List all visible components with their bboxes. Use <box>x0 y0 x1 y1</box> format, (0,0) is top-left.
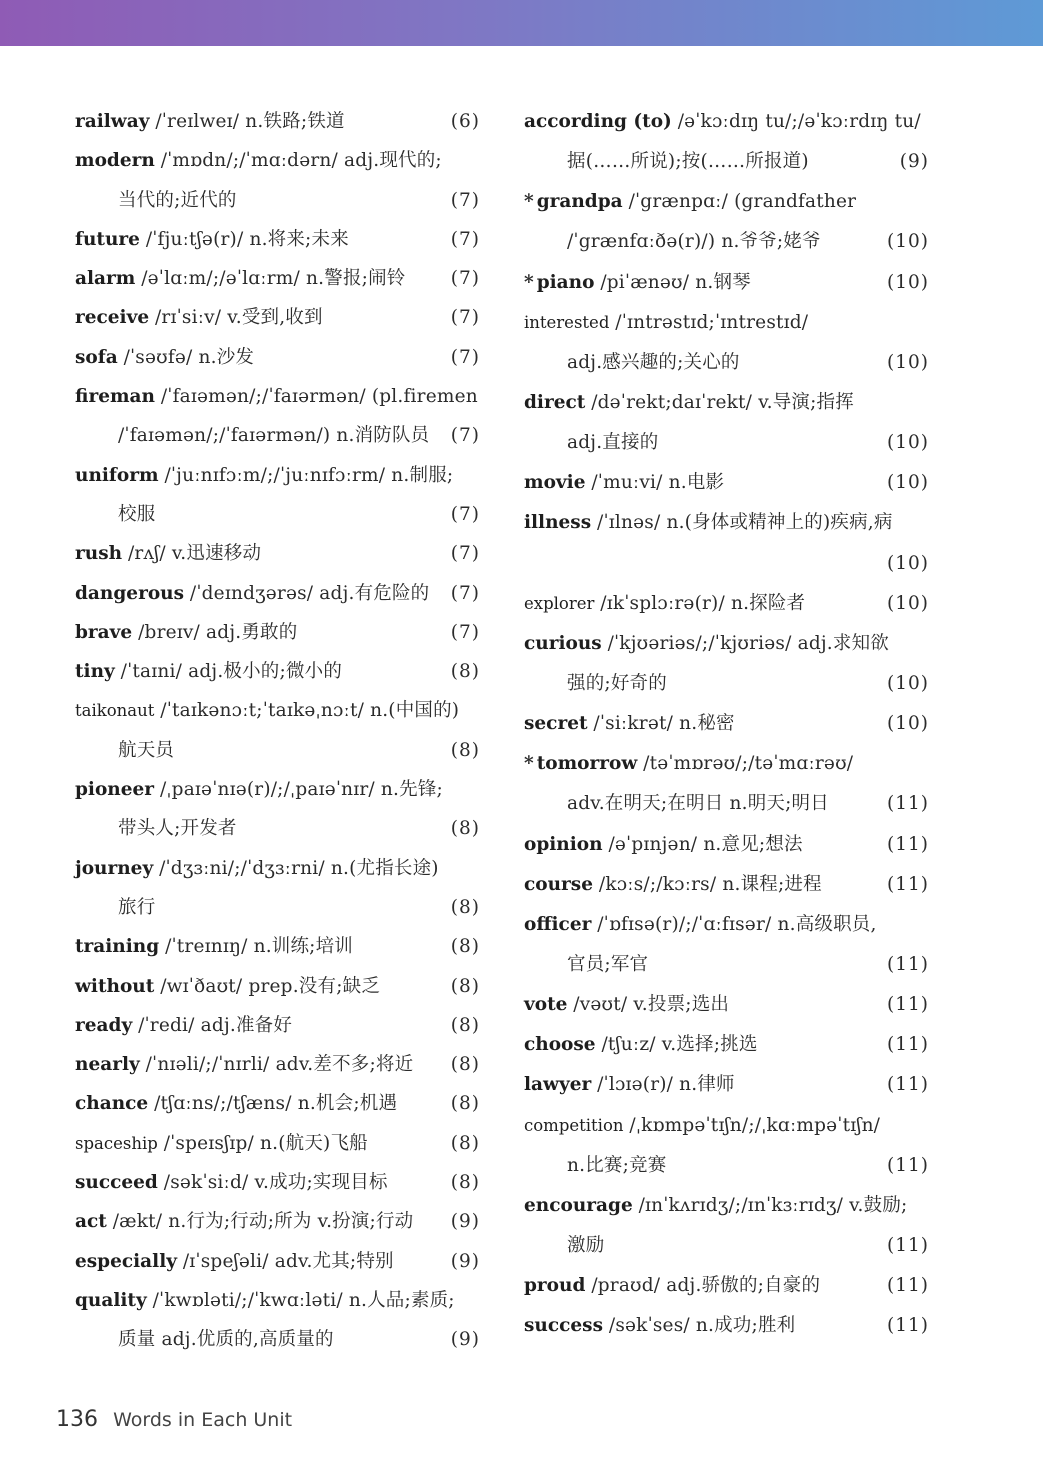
unit-number: (11) <box>887 833 929 855</box>
unit-number: (7) <box>450 425 480 447</box>
unit-number: (10) <box>887 592 929 614</box>
word-entry <box>75 770 480 809</box>
unit-number: (7) <box>450 346 480 368</box>
word-entry-continuation <box>524 423 929 463</box>
unit-number: (10) <box>887 351 929 373</box>
headword: dangerous <box>75 582 185 604</box>
left-word-column <box>75 102 480 1360</box>
headword: act <box>75 1211 107 1233</box>
headword: tiny <box>75 661 115 683</box>
page-number: 136 <box>56 1407 98 1432</box>
word-entry <box>524 102 929 142</box>
definition: /ækt/ n.行为;行动;所为 v.扮演;行动 <box>112 1211 414 1233</box>
word-entry-continuation <box>524 784 929 824</box>
headword: rush <box>75 543 123 565</box>
unit-number: (10) <box>887 472 929 494</box>
definition: /ˈsəʊfə/ n.沙发 <box>123 346 255 368</box>
footer-title: Words in Each Unit <box>113 1409 293 1431</box>
definition: 强的;好奇的 <box>567 672 667 694</box>
word-entry <box>524 263 929 303</box>
unit-number: (8) <box>450 896 480 918</box>
definition: /səkˈsiːd/ v.成功;实现目标 <box>163 1172 388 1194</box>
unit-number: (8) <box>450 739 480 761</box>
word-entry <box>524 704 929 744</box>
headword: sofa <box>75 346 118 368</box>
unit-number: (7) <box>450 503 480 525</box>
definition: /ˈgrænfɑːðə(r)/) n.爷爷;姥爷 <box>567 231 821 253</box>
definition: /ˌkɒmpəˈtɪʃn/;/ˌkɑːmpəˈtɪʃn/ <box>629 1114 881 1136</box>
unit-number: (11) <box>887 1074 929 1096</box>
unit-number: (10) <box>887 231 929 253</box>
definition: /ˈspeɪsʃɪp/ n.(航天)飞船 <box>163 1132 368 1154</box>
word-entry <box>75 141 480 180</box>
unit-number: (8) <box>450 1014 480 1036</box>
headword: course <box>524 873 593 895</box>
definition: /dəˈrekt;daɪˈrekt/ v.导演;指挥 <box>591 391 854 413</box>
definition: /ˈdeɪndʒərəs/ adj.有危险的 <box>189 582 430 604</box>
headword: interested <box>524 312 610 332</box>
definition: /ˈtaɪkənɔːt;ˈtaɪkəˌnɔːt/ n.(中国的) <box>160 700 460 722</box>
definition: 校服 <box>118 503 156 525</box>
unit-number: (10) <box>887 432 929 454</box>
word-entry <box>524 624 929 664</box>
definition: adv.在明天;在明日 n.明天;明日 <box>567 793 829 815</box>
definition: 据(……所说);按(……所报道) <box>567 151 809 173</box>
word-entry <box>75 927 480 966</box>
definition: /səkˈses/ n.成功;胜利 <box>608 1315 796 1337</box>
word-entry <box>75 1045 480 1084</box>
word-entry-continuation <box>75 731 480 770</box>
definition: /ˈgrænpɑː/ (grandfather <box>628 191 857 213</box>
word-entry <box>75 338 480 377</box>
word-entry-continuation <box>524 343 929 383</box>
headword: without <box>75 975 155 997</box>
word-entry <box>75 1084 480 1123</box>
word-entry-continuation <box>524 222 929 262</box>
word-entry <box>524 383 929 423</box>
unit-number: (8) <box>450 1172 480 1194</box>
unit-number: (11) <box>887 873 929 895</box>
word-entry <box>75 574 480 613</box>
word-entry-continuation <box>75 416 480 455</box>
definition: /piˈænəʊ/ n.钢琴 <box>600 271 751 293</box>
word-entry-continuation <box>75 809 480 848</box>
word-entry <box>524 463 929 503</box>
unit-number: (11) <box>887 994 929 1016</box>
unit-number: (8) <box>450 936 480 958</box>
headword: curious <box>524 632 602 654</box>
word-entry <box>524 182 929 222</box>
headword: nearly <box>75 1054 140 1076</box>
unit-number: (11) <box>887 953 929 975</box>
definition: adj.感兴趣的;关心的 <box>567 351 740 373</box>
unit-number: (9) <box>899 151 929 173</box>
word-entry <box>524 503 929 543</box>
unit-number: (7) <box>450 268 480 290</box>
headword: according (to) <box>524 111 672 132</box>
header-gradient-bar <box>0 0 1043 46</box>
unit-number: (9) <box>450 1211 480 1233</box>
headword: ready <box>75 1014 133 1036</box>
word-entry-continuation <box>524 664 929 704</box>
word-entry-continuation <box>524 1146 929 1186</box>
word-entry <box>75 102 480 141</box>
word-entry <box>75 1202 480 1241</box>
word-entry <box>75 1124 480 1163</box>
word-entry <box>75 1163 480 1202</box>
word-entry <box>75 1281 480 1320</box>
headword: quality <box>75 1289 147 1311</box>
definition: /ɪnˈkʌrɪdʒ/;/ɪnˈkɜːrɪdʒ/ v.鼓励; <box>638 1194 908 1216</box>
definition: /ˈfaɪəmən/;/ˈfaɪərmən/ (pl.firemen <box>160 386 478 408</box>
star-marker: * <box>524 271 534 293</box>
unit-number: (11) <box>887 1154 929 1176</box>
word-entry <box>524 1186 929 1226</box>
definition: /praʊd/ adj.骄傲的;自豪的 <box>591 1275 821 1297</box>
word-entry-continuation <box>75 495 480 534</box>
headword: future <box>75 228 140 250</box>
definition: /tʃuːz/ v.选择;挑选 <box>601 1034 758 1056</box>
unit-number: (8) <box>450 818 480 840</box>
definition: /ˈlɔɪə(r)/ n.律师 <box>597 1074 735 1096</box>
word-entry <box>75 1242 480 1281</box>
word-entry-continuation <box>75 1320 480 1359</box>
definition: /wɪˈðaʊt/ prep.没有;缺乏 <box>160 975 381 997</box>
headword: opinion <box>524 833 603 855</box>
headword: grandpa <box>536 191 623 213</box>
headword: vote <box>524 994 568 1016</box>
headword: especially <box>75 1250 177 1272</box>
definition: /vəʊt/ v.投票;选出 <box>573 994 730 1016</box>
word-entry <box>524 1266 929 1306</box>
definition: /ˈmuːvi/ n.电影 <box>591 472 725 494</box>
definition: /ˈɪlnəs/ n.(身体或精神上的)疾病,病 <box>597 512 893 534</box>
unit-number: (10) <box>887 552 929 574</box>
unit-number: (11) <box>887 1275 929 1297</box>
definition: /əˈkɔːdɪŋ tu/;/əˈkɔːrdɪŋ tu/ <box>677 111 921 132</box>
definition: /ˈjuːnɪfɔːm/;/ˈjuːnɪfɔːrm/ n.制服; <box>164 464 454 486</box>
definition: n.比赛;竞赛 <box>567 1154 667 1176</box>
word-entry-continuation <box>524 142 929 182</box>
word-entry <box>75 613 480 652</box>
definition: /ˈkwɒləti/;/ˈkwɑːləti/ n.人品;素质; <box>152 1289 455 1311</box>
word-entry <box>524 744 929 784</box>
definition: /kɔːs/;/kɔːrs/ n.课程;进程 <box>598 873 822 895</box>
unit-number: (7) <box>450 543 480 565</box>
unit-number: (8) <box>450 975 480 997</box>
word-entry <box>75 534 480 573</box>
unit-number: (8) <box>450 1054 480 1076</box>
word-entry <box>75 377 480 416</box>
definition: /ˈreɪlweɪ/ n.铁路;铁道 <box>155 111 345 132</box>
word-entry <box>75 691 480 730</box>
definition: /breɪv/ adj.勇敢的 <box>138 621 298 643</box>
unit-number: (11) <box>887 1234 929 1256</box>
headword: alarm <box>75 268 136 290</box>
unit-number: (7) <box>450 621 480 643</box>
headword: chance <box>75 1093 149 1115</box>
definition: 旅行 <box>118 896 156 918</box>
definition: 激励 <box>567 1234 605 1256</box>
word-entry <box>524 865 929 905</box>
unit-number: (11) <box>887 1315 929 1337</box>
definition: /əˈpɪnjən/ n.意见;想法 <box>608 833 803 855</box>
unit-number: (9) <box>450 1329 480 1351</box>
headword: secret <box>524 713 588 735</box>
unit-number: (7) <box>450 189 480 211</box>
definition: /tʃɑːns/;/tʃæns/ n.机会;机遇 <box>154 1093 398 1115</box>
word-entry <box>524 1065 929 1105</box>
unit-number: (8) <box>450 1132 480 1154</box>
definition: /əˈlɑːm/;/əˈlɑːrm/ n.警报;闹铃 <box>141 268 406 290</box>
headword: modern <box>75 150 155 172</box>
definition: /ˈtaɪni/ adj.极小的;微小的 <box>120 661 343 683</box>
definition: /ˈdʒɜːni/;/ˈdʒɜːrni/ n.(尤指长途) <box>159 857 439 879</box>
definition: /ˈsiːkrət/ n.秘密 <box>593 713 735 735</box>
headword: railway <box>75 111 150 132</box>
star-marker: * <box>524 753 534 775</box>
headword: brave <box>75 621 133 643</box>
definition: /ˈfaɪəmən/;/ˈfaɪərmən/) n.消防队员 <box>118 425 430 447</box>
headword: receive <box>75 307 150 329</box>
word-entry <box>75 298 480 337</box>
unit-number: (10) <box>887 672 929 694</box>
word-entry-continuation <box>524 1226 929 1266</box>
definition: /rɪˈsiːv/ v.受到,收到 <box>155 307 323 329</box>
definition: /ˈkjʊəriəs/;/ˈkjʊriəs/ adj.求知欲 <box>607 632 889 654</box>
word-entry <box>75 456 480 495</box>
word-entry <box>524 905 929 945</box>
word-entry <box>524 303 929 343</box>
word-entry-continuation <box>524 544 929 584</box>
star-marker: * <box>524 191 534 213</box>
word-entry <box>524 1306 929 1346</box>
word-entry-continuation <box>524 945 929 985</box>
word-entry <box>75 220 480 259</box>
word-entry <box>524 1106 929 1146</box>
definition: 官员;军官 <box>567 953 649 975</box>
definition: /rʌʃ/ v.迅速移动 <box>127 543 262 565</box>
word-entry <box>524 1025 929 1065</box>
definition: /təˈmɒrəʊ/;/təˈmɑːrəʊ/ <box>643 753 854 775</box>
definition: /ˈmɒdn/;/ˈmɑːdərn/ adj.现代的; <box>160 150 442 172</box>
headword: taikonaut <box>75 701 155 721</box>
headword: illness <box>524 512 592 534</box>
headword: piano <box>536 271 595 293</box>
page-footer <box>56 1403 292 1437</box>
unit-number: (7) <box>450 307 480 329</box>
definition: /ˈɒfɪsə(r)/;/ˈɑːfɪsər/ n.高级职员, <box>597 913 877 935</box>
unit-number: (10) <box>887 271 929 293</box>
headword: movie <box>524 472 586 494</box>
unit-number: (8) <box>450 1093 480 1115</box>
unit-number: (8) <box>450 661 480 683</box>
definition: /ˈredi/ adj.准备好 <box>138 1014 293 1036</box>
word-entry <box>524 985 929 1025</box>
word-entry <box>524 825 929 865</box>
word-entry <box>75 259 480 298</box>
unit-number: (11) <box>887 1034 929 1056</box>
headword: competition <box>524 1115 624 1135</box>
right-word-column <box>524 102 929 1346</box>
definition: adj.直接的 <box>567 432 659 454</box>
word-entry <box>524 584 929 624</box>
headword: proud <box>524 1275 586 1297</box>
definition: /ˌpaɪəˈnɪə(r)/;/ˌpaɪəˈnɪr/ n.先锋; <box>159 779 443 801</box>
definition: 航天员 <box>118 739 175 761</box>
headword: pioneer <box>75 779 155 801</box>
unit-number: (9) <box>450 1250 480 1272</box>
word-entry <box>75 967 480 1006</box>
definition: 当代的;近代的 <box>118 189 237 211</box>
definition: /ˈtreɪnɪŋ/ n.训练;培训 <box>165 936 354 958</box>
headword: tomorrow <box>536 753 638 775</box>
headword: fireman <box>75 386 155 408</box>
word-entry <box>75 652 480 691</box>
headword: training <box>75 936 160 958</box>
definition: /ɪˈspeʃəli/ adv.尤其;特别 <box>182 1250 394 1272</box>
word-entry <box>75 1006 480 1045</box>
headword: spaceship <box>75 1133 158 1153</box>
headword: encourage <box>524 1194 633 1216</box>
headword: success <box>524 1315 603 1337</box>
word-entry <box>75 849 480 888</box>
definition: /ˈfjuːtʃə(r)/ n.将来;未来 <box>145 228 349 250</box>
definition: /ˈnɪəli/;/ˈnɪrli/ adv.差不多;将近 <box>145 1054 414 1076</box>
definition: /ˈɪntrəstɪd;ˈɪntrestɪd/ <box>615 311 809 333</box>
definition: 质量 adj.优质的,高质量的 <box>118 1329 334 1351</box>
headword: direct <box>524 391 586 413</box>
headword: officer <box>524 913 592 935</box>
headword: uniform <box>75 464 159 486</box>
unit-number: (6) <box>450 111 480 132</box>
unit-number: (11) <box>887 793 929 815</box>
unit-number: (7) <box>450 228 480 250</box>
headword: explorer <box>524 593 595 613</box>
definition: /ɪkˈsplɔːrə(r)/ n.探险者 <box>600 592 806 614</box>
headword: lawyer <box>524 1074 592 1096</box>
headword: succeed <box>75 1172 158 1194</box>
unit-number: (7) <box>450 582 480 604</box>
word-entry-continuation <box>75 888 480 927</box>
unit-number: (10) <box>887 713 929 735</box>
definition: 带头人;开发者 <box>118 818 237 840</box>
word-entry-continuation <box>75 181 480 220</box>
headword: journey <box>75 857 154 879</box>
headword: choose <box>524 1034 596 1056</box>
